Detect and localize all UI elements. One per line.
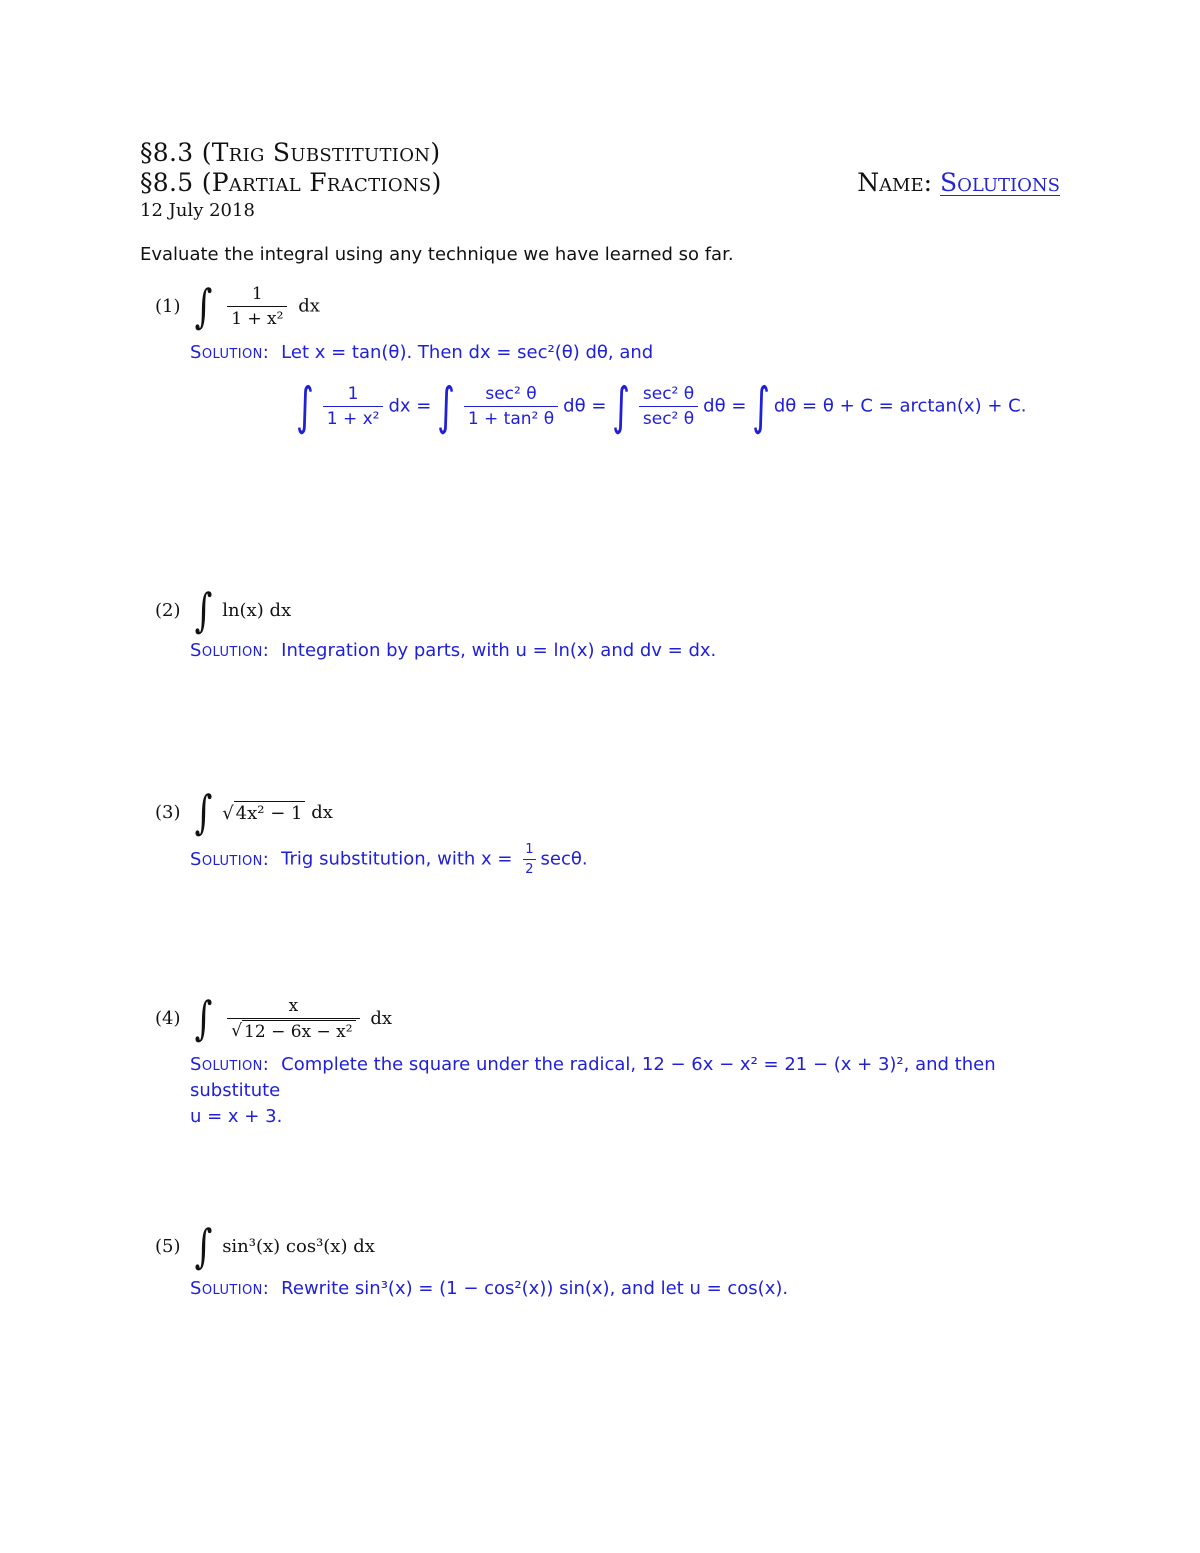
solution-tag: Solution: xyxy=(190,1278,270,1299)
denominator: √ 12 − 6x − x² xyxy=(227,1018,359,1042)
solution-tag: Solution: xyxy=(190,1054,270,1075)
heading-close: ) xyxy=(431,168,442,197)
integrand-fraction xyxy=(227,996,359,1042)
solution-tag: Solution: xyxy=(190,640,270,661)
solution-text: Rewrite sin³(x) = (1 − cos²(x)) sin(x), and let u = cos(x). xyxy=(281,1278,789,1299)
differential: dx xyxy=(370,1007,392,1029)
radicand: 12 − 6x − x² xyxy=(242,1020,356,1042)
problem-1 xyxy=(155,279,320,334)
numerator: 1 xyxy=(525,842,534,857)
denominator: 1 + x² xyxy=(227,306,287,329)
fraction xyxy=(464,384,558,429)
integral-sign: ∫ xyxy=(296,376,314,437)
fraction xyxy=(323,384,384,429)
numerator: sec² θ xyxy=(485,384,537,404)
problem-label: (3) xyxy=(155,802,181,823)
solution-1-display-equation xyxy=(296,376,1027,437)
solution-text: u = x + 3. xyxy=(190,1106,283,1127)
integral-sign: ∫ xyxy=(194,279,213,334)
problem-3 xyxy=(155,786,333,840)
solution-text: secθ. xyxy=(540,848,588,870)
solution-tag: Solution: xyxy=(190,848,270,870)
section-heading-8-5 xyxy=(140,168,442,197)
equation-text: dθ = θ + C = arctan(x) + C. xyxy=(773,395,1027,417)
integral-sign: ∫ xyxy=(194,584,213,638)
integral-sign: ∫ xyxy=(752,376,770,437)
fraction xyxy=(639,384,698,429)
denominator: 2 xyxy=(523,859,535,877)
equation-text: dx = xyxy=(388,395,432,417)
differential: dx xyxy=(298,295,320,317)
square-root: √ 4x² − 1 xyxy=(222,803,305,824)
numerator: 1 xyxy=(251,284,263,304)
numerator: 1 xyxy=(347,384,359,404)
integrand: ln(x) dx xyxy=(222,600,292,621)
equation-text: dθ = xyxy=(563,395,607,417)
denominator: sec² θ xyxy=(639,406,698,429)
solution-text: Let x = tan(θ). Then dx = sec²(θ) dθ, and xyxy=(281,342,654,363)
integrand: sin³(x) cos³(x) dx xyxy=(222,1236,375,1257)
heading-number: §8.3 ( xyxy=(140,138,212,167)
equation-text: dθ = xyxy=(703,395,747,417)
heading-close: ) xyxy=(430,138,441,167)
problem-label: (1) xyxy=(155,295,181,317)
solution-text: Complete the square under the radical, 12 − 6x − x² = 21 − (x + 3)², and then substitute xyxy=(190,1054,996,1101)
denominator: 1 + tan² θ xyxy=(464,406,558,429)
solution-4 xyxy=(190,1052,1070,1130)
solution-5 xyxy=(190,1278,788,1299)
heading-title: Partial Fractions xyxy=(211,168,432,197)
problem-2 xyxy=(155,584,292,638)
name-value: Solutions xyxy=(940,168,1060,197)
solution-text: Trig substitution, with x = xyxy=(281,848,513,870)
integral-sign: ∫ xyxy=(194,1220,213,1274)
integral-sign: ∫ xyxy=(437,376,455,437)
problem-5 xyxy=(155,1220,375,1274)
integral-sign: ∫ xyxy=(194,991,213,1046)
solution-3 xyxy=(190,842,588,877)
instructions: Evaluate the integral using any technique we have learned so far. xyxy=(140,244,734,265)
solution-tag: Solution: xyxy=(190,342,270,363)
heading-title: Trig Substitution xyxy=(211,138,431,167)
solution-2 xyxy=(190,640,716,661)
differential: dx xyxy=(311,802,333,823)
section-heading-8-3 xyxy=(140,138,440,167)
problem-label: (2) xyxy=(155,600,181,621)
name-label: Name: xyxy=(857,168,933,197)
problem-label: (4) xyxy=(155,1007,181,1029)
radicand: 4x² − 1 xyxy=(234,801,306,824)
numerator: x xyxy=(288,996,299,1016)
solution-text: Integration by parts, with u = ln(x) and dv = dx. xyxy=(281,640,717,661)
solution-1 xyxy=(190,342,653,363)
date: 12 July 2018 xyxy=(140,200,255,221)
problem-label: (5) xyxy=(155,1236,181,1257)
integral-sign: ∫ xyxy=(612,376,630,437)
heading-number: §8.5 ( xyxy=(140,168,212,197)
integral-sign: ∫ xyxy=(194,786,213,840)
name-field xyxy=(857,168,1060,197)
problem-4 xyxy=(155,991,392,1046)
denominator: 1 + x² xyxy=(323,406,384,429)
fraction xyxy=(523,842,535,877)
numerator: sec² θ xyxy=(642,384,695,404)
integrand-fraction xyxy=(227,284,287,329)
